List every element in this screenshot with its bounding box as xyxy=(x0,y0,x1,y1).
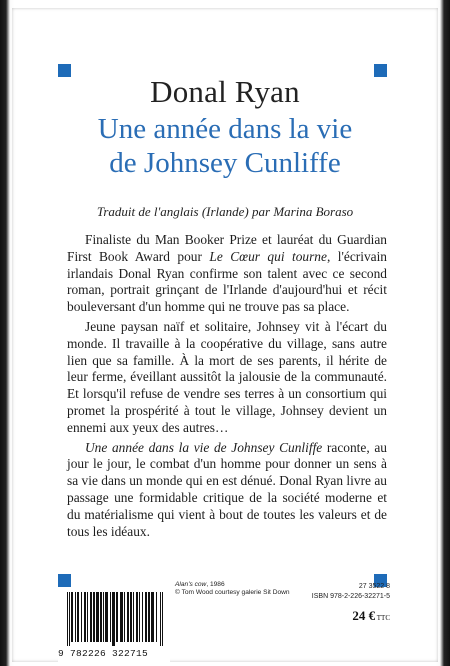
barcode-bar xyxy=(142,592,143,642)
isbn-barcode xyxy=(58,592,170,662)
barcode-bar xyxy=(156,592,157,642)
translator-credit: Traduit de l'anglais (Irlande) par Marina Boraso xyxy=(96,204,354,219)
isbn-code: ISBN 978-2-226-32271-5 xyxy=(311,592,390,600)
title-line-1: Une année dans la vie xyxy=(97,113,353,145)
barcode-bar xyxy=(148,592,150,642)
product-codes xyxy=(280,582,390,601)
barcode-bar xyxy=(130,592,132,642)
barcode-bar xyxy=(96,592,99,642)
book-title xyxy=(12,112,438,180)
barcode-bar xyxy=(69,592,70,646)
price xyxy=(280,608,390,624)
barcode-bar xyxy=(116,592,118,642)
barcode-bar xyxy=(127,592,129,642)
barcode-bar xyxy=(87,592,88,642)
artwork-year: , 1986 xyxy=(206,581,225,588)
copyright-line: © Tom Wood courtesy galerie Sit Down xyxy=(175,589,290,596)
barcode-bar xyxy=(110,592,111,642)
price-value: 24 € xyxy=(352,608,376,623)
cover-art-credit xyxy=(175,581,290,597)
barcode-bars xyxy=(58,592,170,648)
book-reference: Le Cœur qui tourne xyxy=(209,248,327,264)
barcode-bar xyxy=(81,592,82,642)
barcode-bar xyxy=(67,592,68,646)
barcode-bar xyxy=(103,592,104,642)
title-line-2: de Johnsey Cunliffe xyxy=(109,147,341,179)
barcode-bar xyxy=(77,592,79,642)
artwork-title: Alan's cow xyxy=(175,581,207,588)
barcode-bar xyxy=(84,592,86,642)
blurb-paragraph-2: Jeune paysan naïf et solitaire, Johnsey vit à l'écart du monde. Il travaille à la coopérative du village, sans autre lien que sa famille. À la mort de ses parents, il hérite de leur ferme, éveillant aussitôt la jalousie de la communauté. Et lorsqu'il refuse de vendre ses terres à un consortium qui promet la prospérité à tout le village, Johnsey devient un ennemi aux yeux des autres… xyxy=(67,318,387,435)
barcode-bar xyxy=(105,592,108,642)
barcode-bar xyxy=(160,592,161,646)
barcode-bar xyxy=(93,592,95,642)
blurb-paragraph-1: Finaliste du Man Booker Prize et lauréat du Guardian First Book Award pour Le Cœur qui tourne, l'écrivain irlandais Donal Ryan confirme son talent avec ce second roman, portrait grinçant de l'Irlande d'aujourd'hui et récit bouleversant d'un homme qui ne trouve pas sa place. xyxy=(67,232,387,315)
barcode-bar xyxy=(90,592,92,642)
barcode-bar xyxy=(151,592,154,642)
barcode-bar xyxy=(120,592,123,642)
barcode-bar xyxy=(133,592,134,642)
barcode-bar xyxy=(136,592,138,642)
reference-code: 27 3522 8 xyxy=(358,583,390,590)
price-suffix: TTC xyxy=(375,614,390,622)
blurb xyxy=(67,232,387,543)
barcode-bar xyxy=(71,592,73,642)
author-name: Donal Ryan xyxy=(150,74,300,109)
barcode-bar xyxy=(75,592,76,642)
blurb-paragraph-3: Une année dans la vie de Johnsey Cunliffe raconte, au jour le jour, le combat d'un homme pour donner un sens à sa vie dans un monde qui en est dénué. Donal Ryan livre au passage une formidable critique de la société moderne et du matérialisme qui vient à bout de toutes les valeurs et de tous les idéaux. xyxy=(67,439,387,539)
barcode-bar xyxy=(162,592,163,646)
barcode-bar xyxy=(100,592,102,642)
barcode-bar xyxy=(124,592,125,642)
barcode-bar xyxy=(112,592,115,646)
title-reference: Une année dans la vie de Johnsey Cunliffe xyxy=(85,439,323,455)
barcode-bar xyxy=(145,592,147,642)
blue-square-bottom-left xyxy=(58,574,71,587)
back-cover xyxy=(12,8,438,662)
barcode-digits: 9 782226 322715 xyxy=(58,648,149,659)
barcode-bar xyxy=(139,592,140,642)
